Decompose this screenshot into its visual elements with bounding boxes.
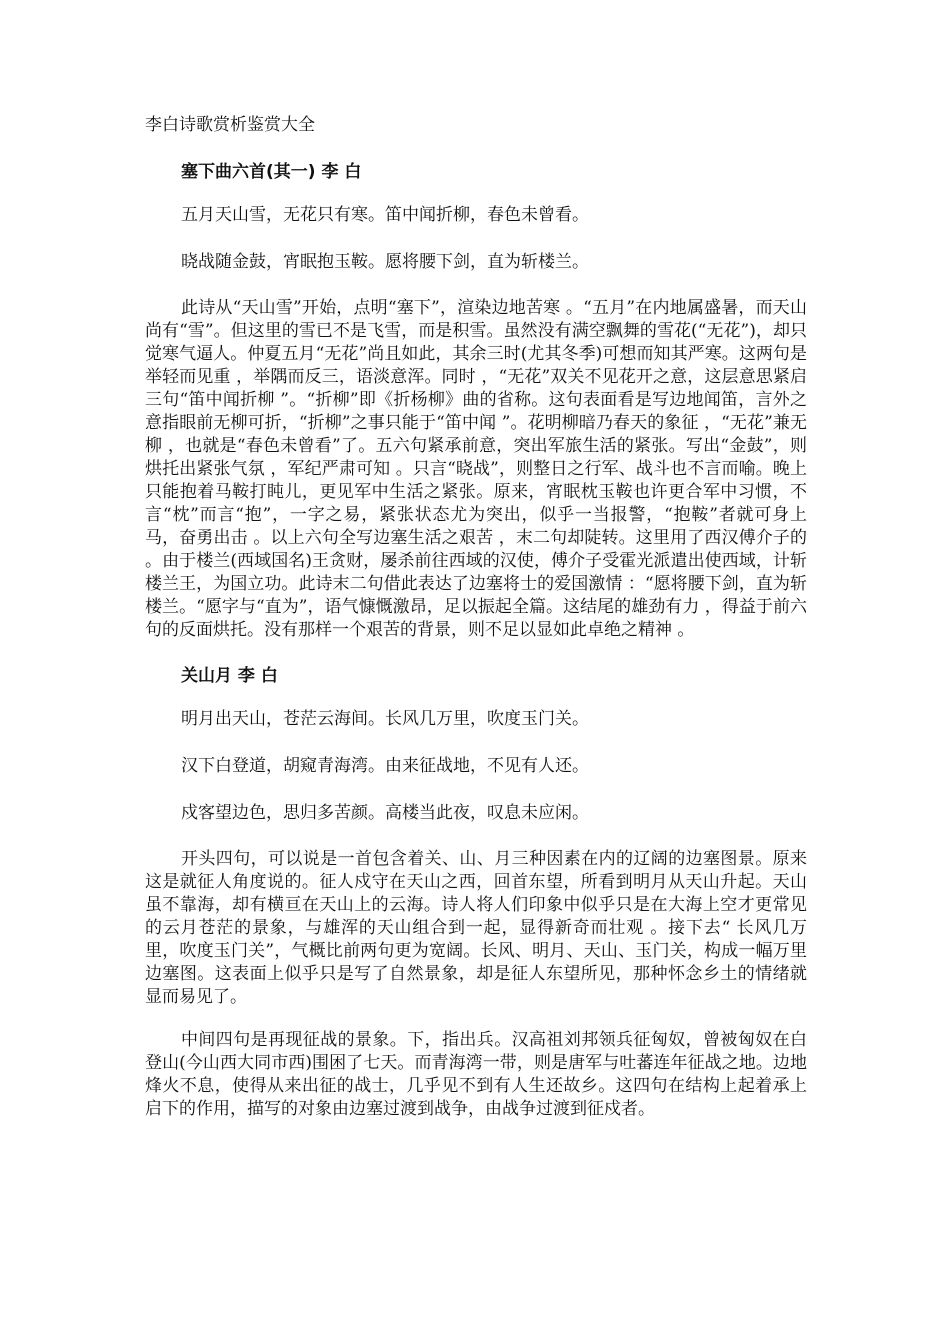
document-title: 李白诗歌赏析鉴赏大全 — [145, 115, 315, 135]
document-page — [145, 113, 807, 1141]
poem-verse: 汉下白登道，胡窥青海湾。由来征战地，不见有人还。 — [181, 756, 589, 776]
poem-section-saixiaqu — [145, 160, 807, 642]
commentary-paragraph: 中间四句是再现征战的景象。下，指出兵。汉高祖刘邦领兵征匈奴，曾被匈奴在白登山(今山西大同市西)围困了七天。而青海湾一带，则是唐军与吐蕃连年征战之地。边地烽火不息，使得从来出征的战士，几乎见不到有人生还故乡。这四句在结构上起着承上启下的作用，描写的对象由边塞过渡到战争，由战争过渡到征戍者。 — [145, 1030, 807, 1119]
poem-heading: 塞下曲六首(其一) 李 白 — [181, 162, 362, 182]
poem-verse: 五月天山雪，无花只有寒。笛中闻折柳，春色未曾看。 — [181, 205, 589, 225]
commentary-paragraph: 此诗从“天山雪”开始，点明“塞下”，渲染边地苦寒 。“五月”在内地属盛暑，而天山尚有“雪”。但这里的雪已不是飞雪，而是积雪。虽然没有满空飘舞的雪花(“无花”)，却只觉寒气逼人。仲夏五月“无花”尚且如此，其余三时(尤其冬季)可想而知其严寒。这两句是举轻而见重 ，举隅而反三，语淡意浑。同时 ，“无花”双关不见花开之意，这层意思紧启三句“笛中闻折柳 ”。“折柳”即《折杨柳》曲的省称。这句表面看是写边地闻笛，言外之意指眼前无柳可折，“折柳”之事只能于“笛中闻 ”。花明柳暗乃春天的象征 ，“无花”兼无柳 ，也就是“春色未曾看”了。五六句紧承前意，突出军旅生活的紧张。写出“金鼓”，则烘托出紧张气氛 ，军纪严肃可知 。只言“晓战”，则整日之行军、战斗也不言而喻。晚上只能抱着马鞍打盹儿，更见军中生活之紧张。原来，宵眠枕玉鞍也许更合军中习惯，不言“枕”而言“抱”，一字之易，紧张状态尤为突出，似乎一当报警，“抱鞍”者就可身上马，奋勇出击 。以上六句全写边塞生活之艰苦 ，末二句却陡转。这里用了西汉傅介子的 。由于楼兰(西域国名)王贪财，屡杀前往西域的汉使，傅介子受霍光派遣出使西域，计斩楼兰王，为国立功。此诗末二句借此表达了边塞将士的爱国激情 ：“愿将腰下剑，直为斩楼兰。“愿字与“直为”，语气慷慨激昂，足以振起全篇。这结尾的雄劲有力 ，得益于前六句的反面烘托。没有那样一个艰苦的背景，则不足以显如此卓绝之精神 。 — [145, 298, 807, 640]
poem-verse: 戍客望边色，思归多苦颜。高楼当此夜，叹息未应闲。 — [181, 803, 589, 823]
commentary-paragraph: 开头四句，可以说是一首包含着关、山、月三种因素在内的辽阔的边塞图景。原来这是就征人角度说的。征人戍守在天山之西，回首东望，所看到明月从天山升起。天山虽不靠海，却有横亘在天山上的云海。诗人将人们印象中似乎只是在大海上空才更常见的云月苍茫的景象，与雄浑的天山组合到一起，显得新奇而壮观 。接下去“ 长风几万里，吹度玉门关”，气概比前两句更为宽阔。长风、明月、天山、玉门关，构成一幅万里边塞图。这表面上似乎只是写了自然景象，却是征人东望所见，那种怀念乡土的情绪就显而易见了。 — [145, 849, 807, 1007]
poem-section-guanshanyue — [145, 664, 807, 1121]
poem-verse: 明月出天山，苍茫云海间。长风几万里，吹度玉门关。 — [181, 709, 589, 729]
poem-verse: 晓战随金鼓，宵眠抱玉鞍。愿将腰下剑，直为斩楼兰。 — [181, 252, 589, 272]
poem-heading: 关山月 李 白 — [181, 666, 278, 686]
